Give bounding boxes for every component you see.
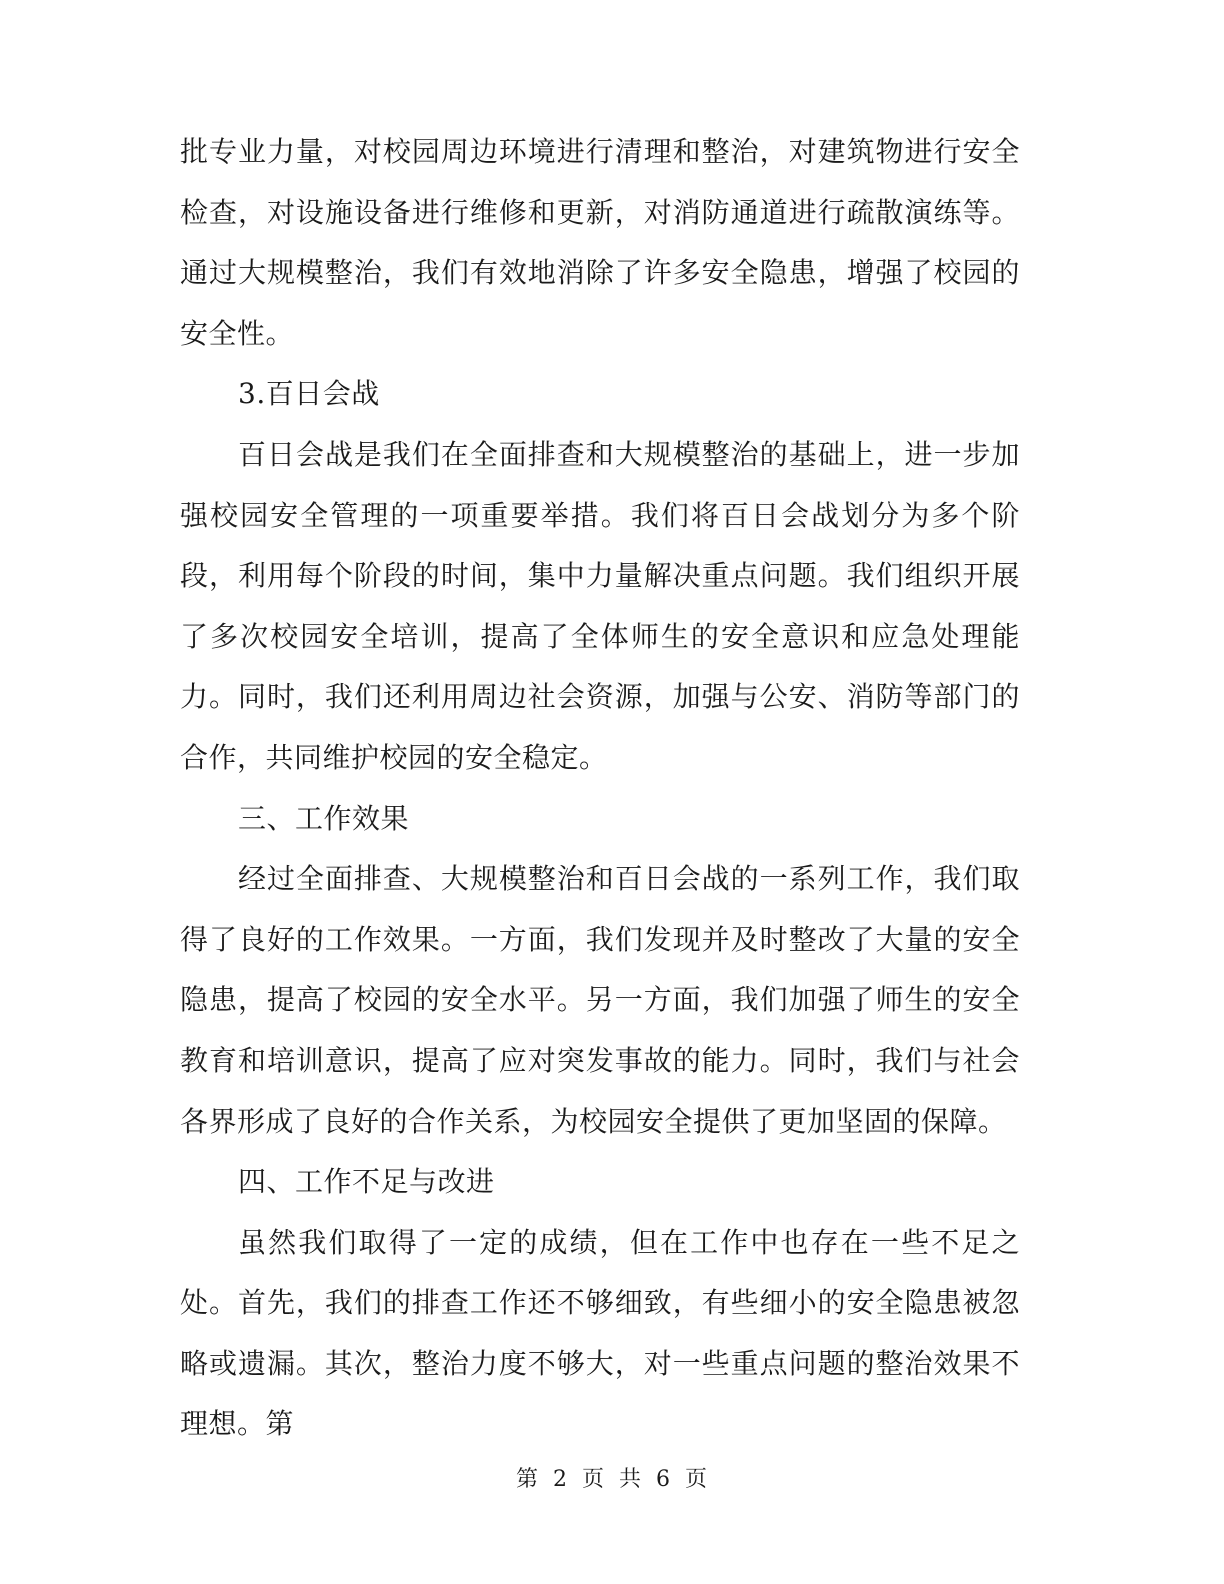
section-heading-3-hundred-days: 3.百日会战 bbox=[238, 377, 380, 411]
footer-total-pages: 6 bbox=[656, 1467, 672, 1492]
paragraph-3: 经过全面排查、大规模整治和百日会战的一系列工作，我们取得了良好的工作效果。一方面，我们发现并及时整改了大量的安全隐患，提高了校园的安全水平。另一方面，我们加强了师生的安全教育和培训意识，提高了应对突发事故的能力。同时，我们与社会各界形成了良好的合作关系，为校园安全提供了更加坚固的保障。 bbox=[180, 862, 1020, 1138]
section-heading-work-results: 三、工作效果 bbox=[238, 801, 410, 835]
section-heading-shortcomings: 四、工作不足与改进 bbox=[238, 1165, 495, 1199]
document-page bbox=[180, 122, 1020, 1455]
footer-prefix: 第 bbox=[515, 1467, 539, 1492]
paragraph-2: 百日会战是我们在全面排查和大规模整治的基础上，进一步加强校园安全管理的一项重要举措。我们将百日会战划分为多个阶段，利用每个阶段的时间，集中力量解决重点问题。我们组织开展了多次校园安全培训，提高了全体师生的安全意识和应急处理能力。同时，我们还利用周边社会资源，加强与公安、消防等部门的合作，共同维护校园的安全稳定。 bbox=[180, 437, 1020, 774]
footer-current-page: 2 bbox=[552, 1467, 568, 1492]
paragraph-1: 批专业力量，对校园周边环境进行清理和整治，对建筑物进行安全检查，对设施设备进行维修和更新，对消防通道进行疏散演练等。通过大规模整治，我们有效地消除了许多安全隐患，增强了校园的安全性。 bbox=[180, 135, 1020, 350]
footer-total-label: 共 bbox=[619, 1467, 643, 1492]
page-footer bbox=[0, 1462, 1224, 1493]
paragraph-4: 虽然我们取得了一定的成绩，但在工作中也存在一些不足之处。首先，我们的排查工作还不够细致，有些细小的安全隐患被忽略或遗漏。其次，整治力度不够大，对一些重点问题的整治效果不理想。第 bbox=[180, 1225, 1020, 1441]
footer-suffix: 页 bbox=[685, 1467, 709, 1492]
footer-page-label: 页 bbox=[581, 1467, 605, 1492]
